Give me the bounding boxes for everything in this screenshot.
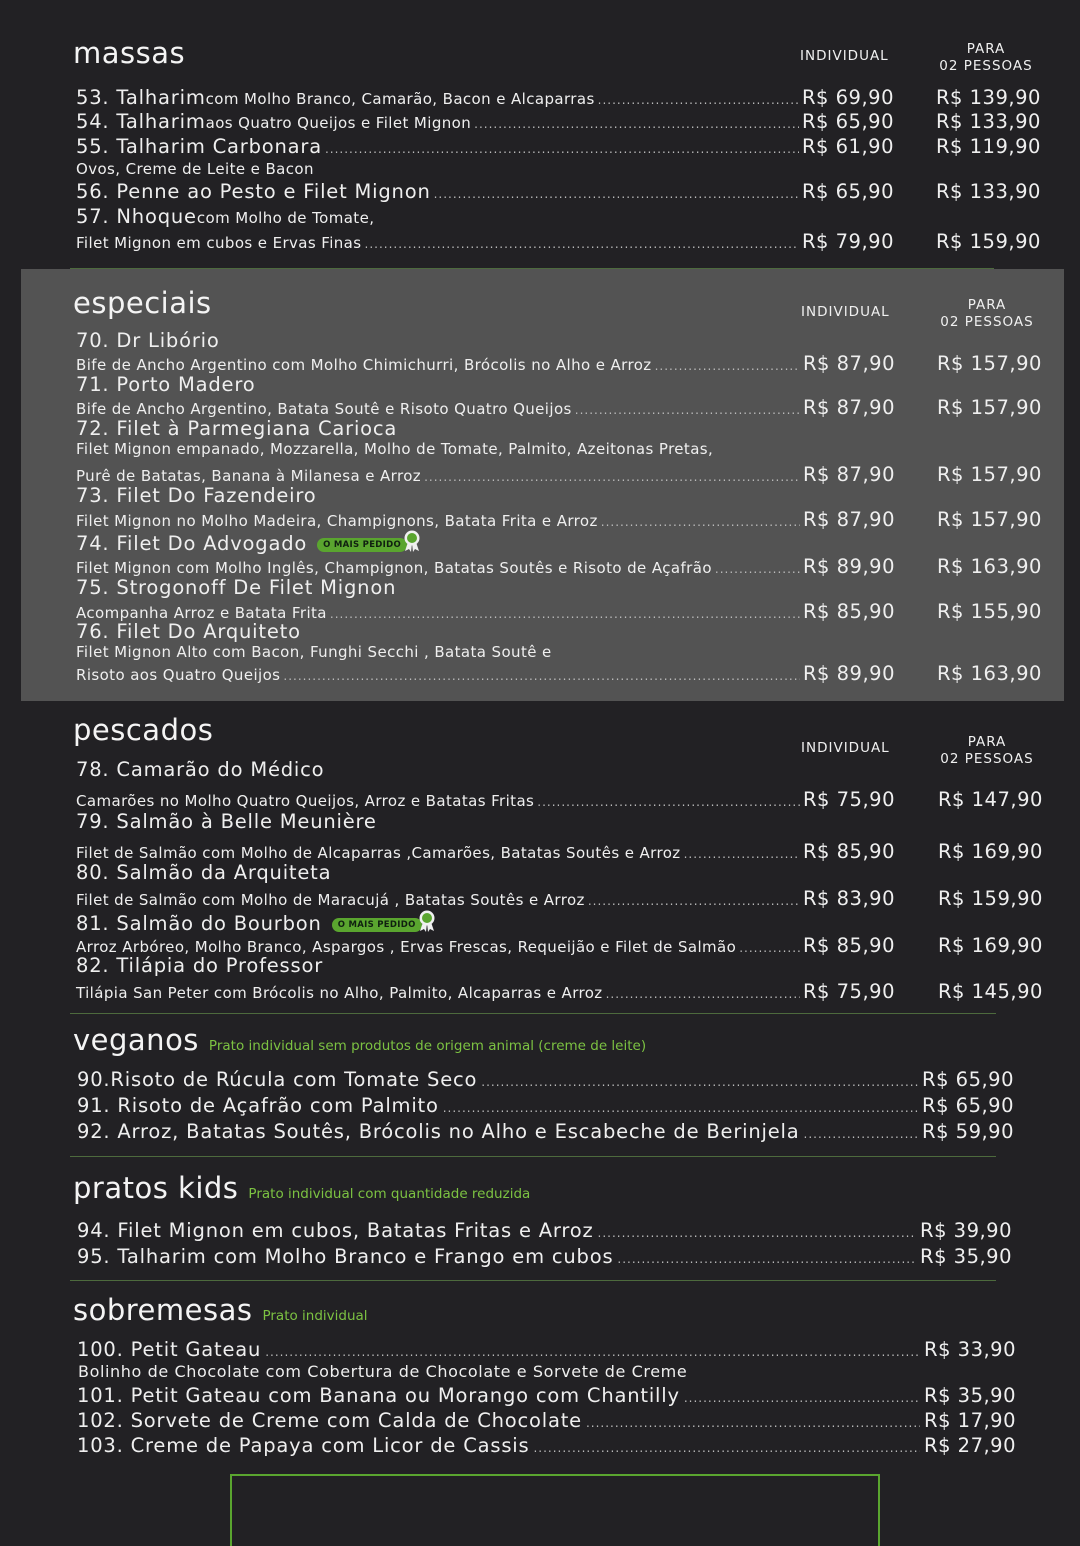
col-head-para-label: PARA [967, 734, 1007, 750]
item-name: 73. Filet Do Fazendeiro [76, 484, 317, 507]
item-desc: Filet Mignon com Molho Inglês, Champignon, Batatas Soutês e Risoto de Açafrão [76, 559, 712, 577]
menu-item [77, 1068, 1014, 1091]
item-desc: Acompanha Arroz e Batata Frita [76, 604, 327, 622]
section-title-pescados: pescados [73, 713, 214, 747]
col-head-pessoas-label: 02 PESSOAS [940, 751, 1034, 767]
item-desc: com Molho Branco, Camarão, Bacon e Alcaparras [205, 90, 595, 108]
price-individual: R$ 65,90 [802, 110, 894, 133]
item-name: Talharim [116, 110, 206, 133]
item-name: 91. Risoto de Açafrão com Palmito [77, 1094, 439, 1117]
item-name: 100. Petit Gateau [77, 1338, 262, 1361]
col-head-pessoas-label: 02 PESSOAS [939, 58, 1033, 74]
price: R$ 65,90 [922, 1068, 1014, 1091]
item-name: 95. Talharim com Molho Branco e Frango em cubos [77, 1245, 614, 1268]
menu-item [76, 555, 1042, 578]
menu-item [77, 1120, 1014, 1143]
item-desc: Arroz Arbóreo, Molho Branco, Aspargos , Ervas Frescas, Requeijão e Filet de Salmão [76, 938, 737, 956]
price: R$ 17,90 [924, 1409, 1016, 1432]
menu-item [77, 1245, 1012, 1268]
divider [70, 1156, 996, 1157]
item-number: 53. [76, 86, 110, 109]
price-individual: R$ 87,90 [803, 352, 895, 375]
section-title-sobremesas: sobremesas [73, 1293, 253, 1327]
price-two: R$ 145,90 [938, 980, 1043, 1003]
item-desc: Risoto aos Quatro Queijos [76, 666, 281, 684]
price-individual: R$ 69,90 [802, 86, 894, 109]
menu-item [76, 840, 1043, 863]
green-frame [230, 1474, 880, 1546]
item-name: 76. Filet Do Arquiteto [76, 620, 301, 643]
menu-item [76, 86, 1041, 109]
price-individual: R$ 89,90 [803, 555, 895, 578]
menu-item [76, 662, 1042, 685]
price-two: R$ 159,90 [936, 230, 1041, 253]
price-two: R$ 157,90 [937, 463, 1042, 486]
col-head-individual: INDIVIDUAL [801, 304, 890, 320]
price: R$ 27,90 [924, 1434, 1016, 1457]
price-individual: R$ 85,90 [803, 600, 895, 623]
col-head-para [934, 297, 1040, 331]
menu-item [76, 205, 374, 228]
price-two: R$ 155,90 [937, 600, 1042, 623]
section-title-veganos: veganos [73, 1023, 199, 1057]
menu-item-cont [76, 230, 1041, 253]
col-head-para-label: PARA [966, 41, 1006, 57]
menu-item [77, 1434, 1016, 1457]
menu-item [77, 1338, 1016, 1361]
price: R$ 65,90 [922, 1094, 1014, 1117]
item-name: Nhoque [116, 205, 197, 228]
item-desc: Filet Mignon em cubos e Ervas Finas [76, 234, 362, 252]
price-individual: R$ 89,90 [803, 662, 895, 685]
price: R$ 35,90 [924, 1384, 1016, 1407]
price-two: R$ 169,90 [938, 934, 1043, 957]
price-two: R$ 139,90 [936, 86, 1041, 109]
item-number: 54. [76, 110, 110, 133]
price-two: R$ 133,90 [936, 180, 1041, 203]
item-name: 72. Filet à Parmegiana Carioca [76, 417, 398, 440]
item-desc: Ovos, Creme de Leite e Bacon [76, 160, 314, 178]
item-name: 101. Petit Gateau com Banana ou Morango com Chantilly [77, 1384, 680, 1407]
menu-item [77, 1384, 1016, 1407]
price-two: R$ 159,90 [938, 887, 1043, 910]
price-individual: R$ 75,90 [803, 980, 895, 1003]
item-desc: com Molho de Tomate, [196, 209, 375, 227]
price-individual: R$ 75,90 [803, 788, 895, 811]
item-number: 57. [76, 205, 110, 228]
item-desc: Camarões no Molho Quatro Queijos, Arroz e Batatas Fritas [76, 792, 535, 810]
section-title-massas: massas [73, 36, 186, 70]
menu-item [76, 887, 1043, 910]
divider [70, 1280, 996, 1281]
item-name: 71. Porto Madero [76, 373, 256, 396]
menu-item [76, 463, 1042, 486]
menu-item [76, 352, 1042, 375]
item-name: 94. Filet Mignon em cubos, Batatas Fritas e Arroz [77, 1219, 594, 1242]
item-number: 55. [76, 135, 110, 158]
item-desc: aos Quatro Queijos e Filet Mignon [205, 114, 472, 132]
most-ordered-badge: O MAIS PEDIDO [332, 918, 422, 932]
col-head-individual: INDIVIDUAL [801, 740, 890, 756]
menu-item [76, 788, 1043, 811]
item-name: Talharim Carbonara [116, 135, 322, 158]
price-two: R$ 163,90 [937, 662, 1042, 685]
menu-item-title [76, 528, 421, 555]
col-head-para [933, 41, 1039, 75]
menu-item [76, 396, 1042, 419]
price-two: R$ 157,90 [937, 508, 1042, 531]
price-individual: R$ 85,90 [803, 840, 895, 863]
item-name: Talharim [116, 86, 206, 109]
section-title-kids: pratos kids [73, 1171, 239, 1205]
item-name: 74. Filet Do Advogado [76, 532, 308, 555]
menu-item [77, 1094, 1014, 1117]
item-name: 79. Salmão à Belle Meunière [76, 810, 377, 833]
item-desc: Purê de Batatas, Banana à Milanesa e Arroz [76, 467, 422, 485]
price-two: R$ 157,90 [937, 396, 1042, 419]
price-two: R$ 163,90 [937, 555, 1042, 578]
section-title-especiais: especiais [73, 286, 212, 320]
item-name: 78. Camarão do Médico [76, 758, 325, 781]
price: R$ 59,90 [922, 1120, 1014, 1143]
menu-item [77, 1409, 1016, 1432]
col-head-pessoas-label: 02 PESSOAS [940, 314, 1034, 330]
section-heading-kids [73, 1171, 530, 1205]
item-name: 102. Sorvete de Creme com Calda de Chocolate [77, 1409, 582, 1432]
item-name: 75. Strogonoff De Filet Mignon [76, 576, 397, 599]
item-name: 82. Tilápia do Professor [76, 954, 324, 977]
item-desc: Tilápia San Peter com Brócolis no Alho, Palmito, Alcaparras e Arroz [76, 984, 603, 1002]
award-ribbon-icon [403, 530, 421, 552]
item-name: 81. Salmão do Bourbon [76, 912, 322, 935]
section-heading-sobremesas [73, 1293, 368, 1327]
menu-item [77, 1219, 1012, 1242]
price-individual: R$ 79,90 [802, 230, 894, 253]
item-name: 92. Arroz, Batatas Soutês, Brócolis no Alho e Escabeche de Berinjela [77, 1120, 800, 1143]
price-individual: R$ 65,90 [802, 180, 894, 203]
section-heading-veganos [73, 1023, 646, 1057]
section-note: Prato individual sem produtos de origem animal (creme de leite) [208, 1038, 647, 1054]
col-head-individual: INDIVIDUAL [800, 48, 889, 64]
item-name: 80. Salmão da Arquiteta [76, 861, 332, 884]
section-note: Prato individual [262, 1308, 368, 1324]
menu-item [76, 135, 1041, 158]
item-name: 103. Creme de Papaya com Licor de Cassis [77, 1434, 530, 1457]
price: R$ 35,90 [920, 1245, 1012, 1268]
item-desc: Filet de Salmão com Molho de Alcaparras ,Camarões, Batatas Soutês e Arroz [76, 844, 681, 862]
price-individual: R$ 87,90 [803, 463, 895, 486]
item-desc: Filet Mignon empanado, Mozzarella, Molho de Tomate, Palmito, Azeitonas Pretas, [76, 440, 714, 458]
price-two: R$ 133,90 [936, 110, 1041, 133]
price-individual: R$ 87,90 [803, 396, 895, 419]
item-desc: Filet Mignon no Molho Madeira, Champignons, Batata Frita e Arroz [76, 512, 598, 530]
item-name: 70. Dr Libório [76, 329, 220, 352]
menu-item [76, 110, 1041, 133]
menu-item-title [76, 908, 436, 935]
price-two: R$ 169,90 [938, 840, 1043, 863]
price-two: R$ 147,90 [938, 788, 1043, 811]
col-head-para-label: PARA [967, 297, 1007, 313]
col-head-para [934, 734, 1040, 768]
item-name: Penne ao Pesto e Filet Mignon [116, 180, 431, 203]
price-individual: R$ 85,90 [803, 934, 895, 957]
divider [70, 1013, 996, 1014]
item-desc: Bife de Ancho Argentino, Batata Soutê e Risoto Quatro Queijos [76, 400, 572, 418]
item-desc: Filet de Salmão com Molho de Maracujá , Batatas Soutês e Arroz [76, 891, 585, 909]
price-two: R$ 157,90 [937, 352, 1042, 375]
item-desc: Bolinho de Chocolate com Cobertura de Chocolate e Sorvete de Creme [78, 1362, 688, 1381]
menu-item [76, 180, 1041, 203]
price-individual: R$ 83,90 [803, 887, 895, 910]
item-desc: Filet Mignon Alto com Bacon, Funghi Secchi , Batata Soutê e [76, 643, 552, 661]
menu-item [76, 980, 1043, 1003]
price-individual: R$ 61,90 [802, 135, 894, 158]
most-ordered-badge: O MAIS PEDIDO [317, 538, 407, 552]
award-ribbon-icon [418, 910, 436, 932]
price-two: R$ 119,90 [936, 135, 1041, 158]
price: R$ 33,90 [924, 1338, 1016, 1361]
price: R$ 39,90 [920, 1219, 1012, 1242]
item-number: 56. [76, 180, 110, 203]
item-name: 90.Risoto de Rúcula com Tomate Seco [77, 1068, 478, 1091]
price-individual: R$ 87,90 [803, 508, 895, 531]
section-note: Prato individual com quantidade reduzida [248, 1186, 531, 1202]
item-desc: Bife de Ancho Argentino com Molho Chimichurri, Brócolis no Alho e Arroz [76, 356, 652, 374]
